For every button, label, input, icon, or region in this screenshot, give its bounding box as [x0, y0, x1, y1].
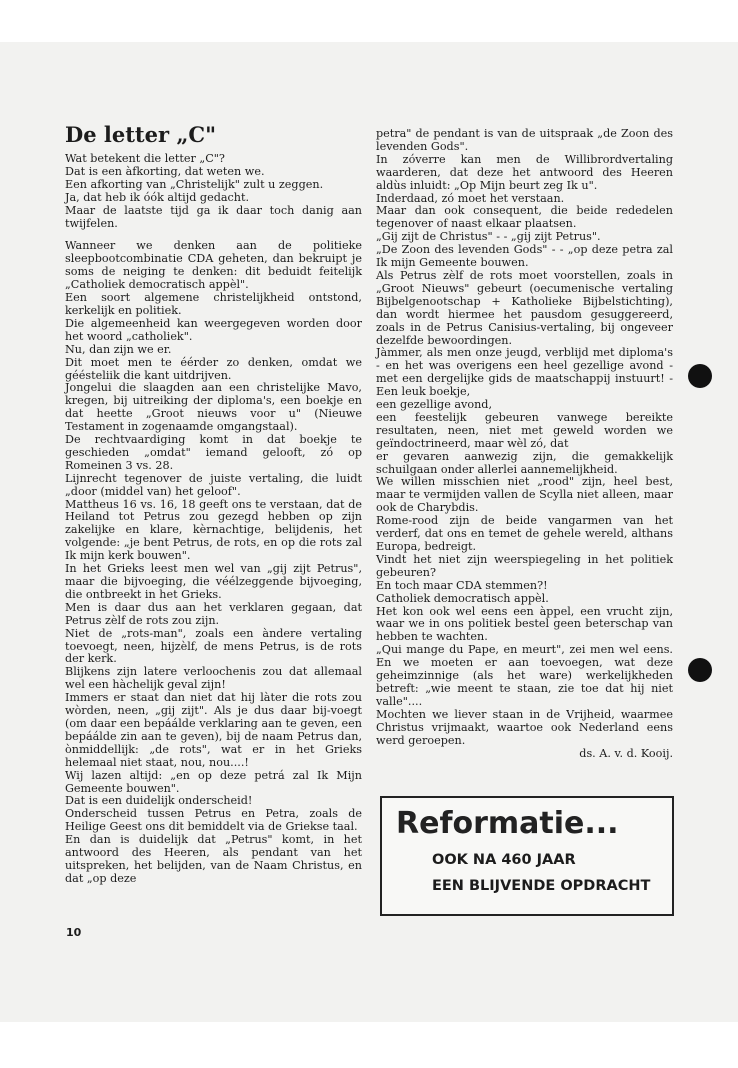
paragraph: Maar dan ook consequent, die beide rededelen tegenover of naast elkaar plaatsen.	[376, 204, 673, 231]
paragraph: Dat is een àfkorting, dat weten we.	[65, 164, 265, 178]
paragraph: Rome-rood zijn de beide vangarmen van het verderf, dat ons en temet de gehele wereld, althans Europa, bedreigt.	[376, 514, 673, 553]
paragraph: Niet de „rots-man", zoals een àndere vertaling toevoegt, neen, hijzèlf, de mens Petrus, is de rots der kerk.	[65, 626, 362, 666]
paragraph: een feestelijk gebeuren vanwege bereikte resultaten, neen, niet met geweld worden we geïndoctrineerd, maar wèl zó, dat	[376, 410, 673, 450]
paragraph: Mattheus 16 vs. 16, 18 geeft ons te verstaan, dat de Heiland tot Petrus zou gezegd hebben op zijn zakelijke en klare, kèrnachtige, belijdenis, het volgende: „je bent Petrus, de rots, en op die rots zal Ik mijn kerk bouwen".	[65, 497, 362, 563]
paragraph: Catholiek democratisch appèl.	[376, 591, 549, 605]
paragraph: Wat betekent die letter „C"?	[65, 152, 225, 165]
paragraph: Blijkens zijn latere verloochenis zou dat allemaal wel een hàchelijk geval zijn!	[65, 665, 362, 692]
left-column	[65, 153, 362, 886]
paragraph: Het kon ook wel eens een àppel, een vrucht zijn, waar we in ons politiek bestel geen beterschap van hebben te wachten.	[376, 604, 673, 644]
paragraph: er gevaren aanwezig zijn, die gemakkelijk schuilgaan onder allerlei aannemelijkheid.	[376, 449, 673, 476]
paragraph: „De Zoon des levenden Gods" - - „op deze petra zal Ik mijn Gemeente bouwen.	[376, 243, 673, 270]
paragraph: Onderscheid tussen Petrus en Petra, zoals de Heilige Geest ons dit bemiddelt via de Griekse taal.	[65, 807, 362, 834]
paragraph: Immers er staat dan niet dat hij làter die rots zou wòrden, neen, „gij zijt". Als je dus daar bij-voegt (om daar een bepáálde verklaring aan te geven, een bepáálde zin aan te geven), bij de naam Petrus dan, ònmiddellijk: „de rots", wat er in het Grieks helemaal niet staat, nou, nou....!	[65, 691, 362, 769]
ad-line-2: EEN BLIJVENDE OPDRACHT	[432, 878, 651, 894]
paragraph: Wanneer we denken aan de politieke sleepbootcombinatie CDA geheten, dan bekruipt je soms de neiging te denken: dit beduidt feitelijk „Catholiek democratisch appèl".	[65, 239, 362, 292]
ad-headline: Reformatie...	[396, 806, 619, 841]
paragraph: Jàmmer, als men onze jeugd, verblijd met diploma's - en het was overigens een heel gezellige avond - met een dergelijke gids de maatschappij instuurt! - Een leuk boekje,	[376, 346, 673, 399]
reformatie-ad-box	[380, 796, 674, 916]
signature: ds. A. v. d. Kooij.	[579, 746, 673, 760]
paragraph: een gezellige avond,	[376, 398, 493, 412]
paragraph: petra" de pendant is van de uitspraak „de Zoon des levenden Gods".	[376, 127, 673, 153]
paragraph: Dit moet men te éérder zo denken, omdat we géésteliik die kant uitdrijven.	[65, 355, 362, 382]
paragraph: We willen misschien niet „rood" zijn, heel best, maar te vermijden vallen de Scylla niet alleen, maar ook de Charybdis.	[376, 475, 673, 515]
paragraph: Jongelui die slaagden aan een christelijke Mavo, kregen, bij uitreiking der diploma's, een boekje en dat heette „Groot nieuws voor u" (Nieuwe Testament in zogenaamde omgangstaal).	[65, 381, 362, 434]
paragraph: Ja, dat heb ik óók altijd gedacht.	[65, 190, 250, 204]
paragraph: Inderdaad, zó moet het verstaan.	[376, 191, 565, 205]
binder-hole-top	[688, 364, 712, 388]
paragraph: De rechtvaardiging komt in dat boekje te geschieden „omdat" iemand gelooft, zó op Romeinen 3 vs. 28.	[65, 433, 362, 472]
paragraph: En dan is duidelijk dat „Petrus" komt, in het antwoord des Heeren, als pendant van het uitspreken, het belijden, van de Naam Christus, en dat „op deze	[65, 833, 362, 885]
paragraph: En toch maar CDA stemmen?!	[376, 578, 548, 592]
paragraph: In zóverre kan men de Willibrordvertaling waarderen, dat deze het antwoord des Heeren aldùs inluidt: „Op Mijn beurt zeg Ik u".	[376, 152, 673, 192]
paragraph: Nu, dan zijn we er.	[65, 342, 172, 356]
paragraph: In het Grieks leest men wel van „gij zijt Petrus", maar die bijvoeging, die véélzeggende bijvoeging, die ontbreekt in het Grieks.	[65, 562, 362, 601]
right-column	[376, 128, 673, 760]
paragraph: „Qui mange du Pape, en meurt", zei men wel eens. En we moeten er aan toevoegen, wat deze geheimzinnige (als het ware) werkelijkheden betreft: „wie meent te staan, zie toe dat hij niet valle"....	[376, 643, 673, 708]
paragraph: Wij lazen altijd: „en op deze petrá zal Ik Mijn Gemeente bouwen".	[65, 768, 362, 795]
page-number: 10	[66, 926, 82, 939]
paragraph: „Gij zijt de Christus" - - „gij zijt Petrus".	[376, 230, 601, 244]
paragraph: Een afkorting van „Christelijk" zult u zeggen.	[65, 177, 324, 191]
binder-hole-bottom	[688, 658, 712, 682]
paragraph: Vindt het niet zijn weerspiegeling in het politiek gebeuren?	[376, 552, 673, 579]
article-title: De letter „C"	[65, 122, 217, 147]
paragraph: Dat is een duidelijk onderscheid!	[65, 794, 253, 808]
paragraph: Een soort algemene christelijkheid ontstond, kerkelijk en politiek.	[65, 291, 362, 317]
paragraph: Men is daar dus aan het verklaren gegaan, dat Petrus zèlf de rots zou zijn.	[65, 600, 362, 627]
paragraph: Die algemeenheid kan weergegeven worden door het woord „catholiek".	[65, 316, 362, 343]
paragraph: Maar de laatste tijd ga ik daar toch danig aan twijfelen.	[65, 203, 362, 230]
paragraph: Als Petrus zèlf de rots moet voorstellen, zoals in „Groot Nieuws" gebeurt (oecumenische vertaling Bijbelgenootschap + Katholieke Bijbelstichting), dan wordt hiermee het pausdom gesuggereerd, zoals in de Petrus Canisius-vertaling, bij ongeveer dezelfde bewoordingen.	[376, 268, 673, 347]
paragraph: Lijnrecht tegenover de juiste vertaling, die luidt „door (middel van) het geloof".	[65, 471, 362, 498]
ad-line-1: OOK NA 460 JAAR	[432, 852, 576, 868]
paragraph: Mochten we liever staan in de Vrijheid, waarmee Christus vrijmaakt, waartoe ook Nederland eens werd geroepen.	[376, 707, 673, 747]
